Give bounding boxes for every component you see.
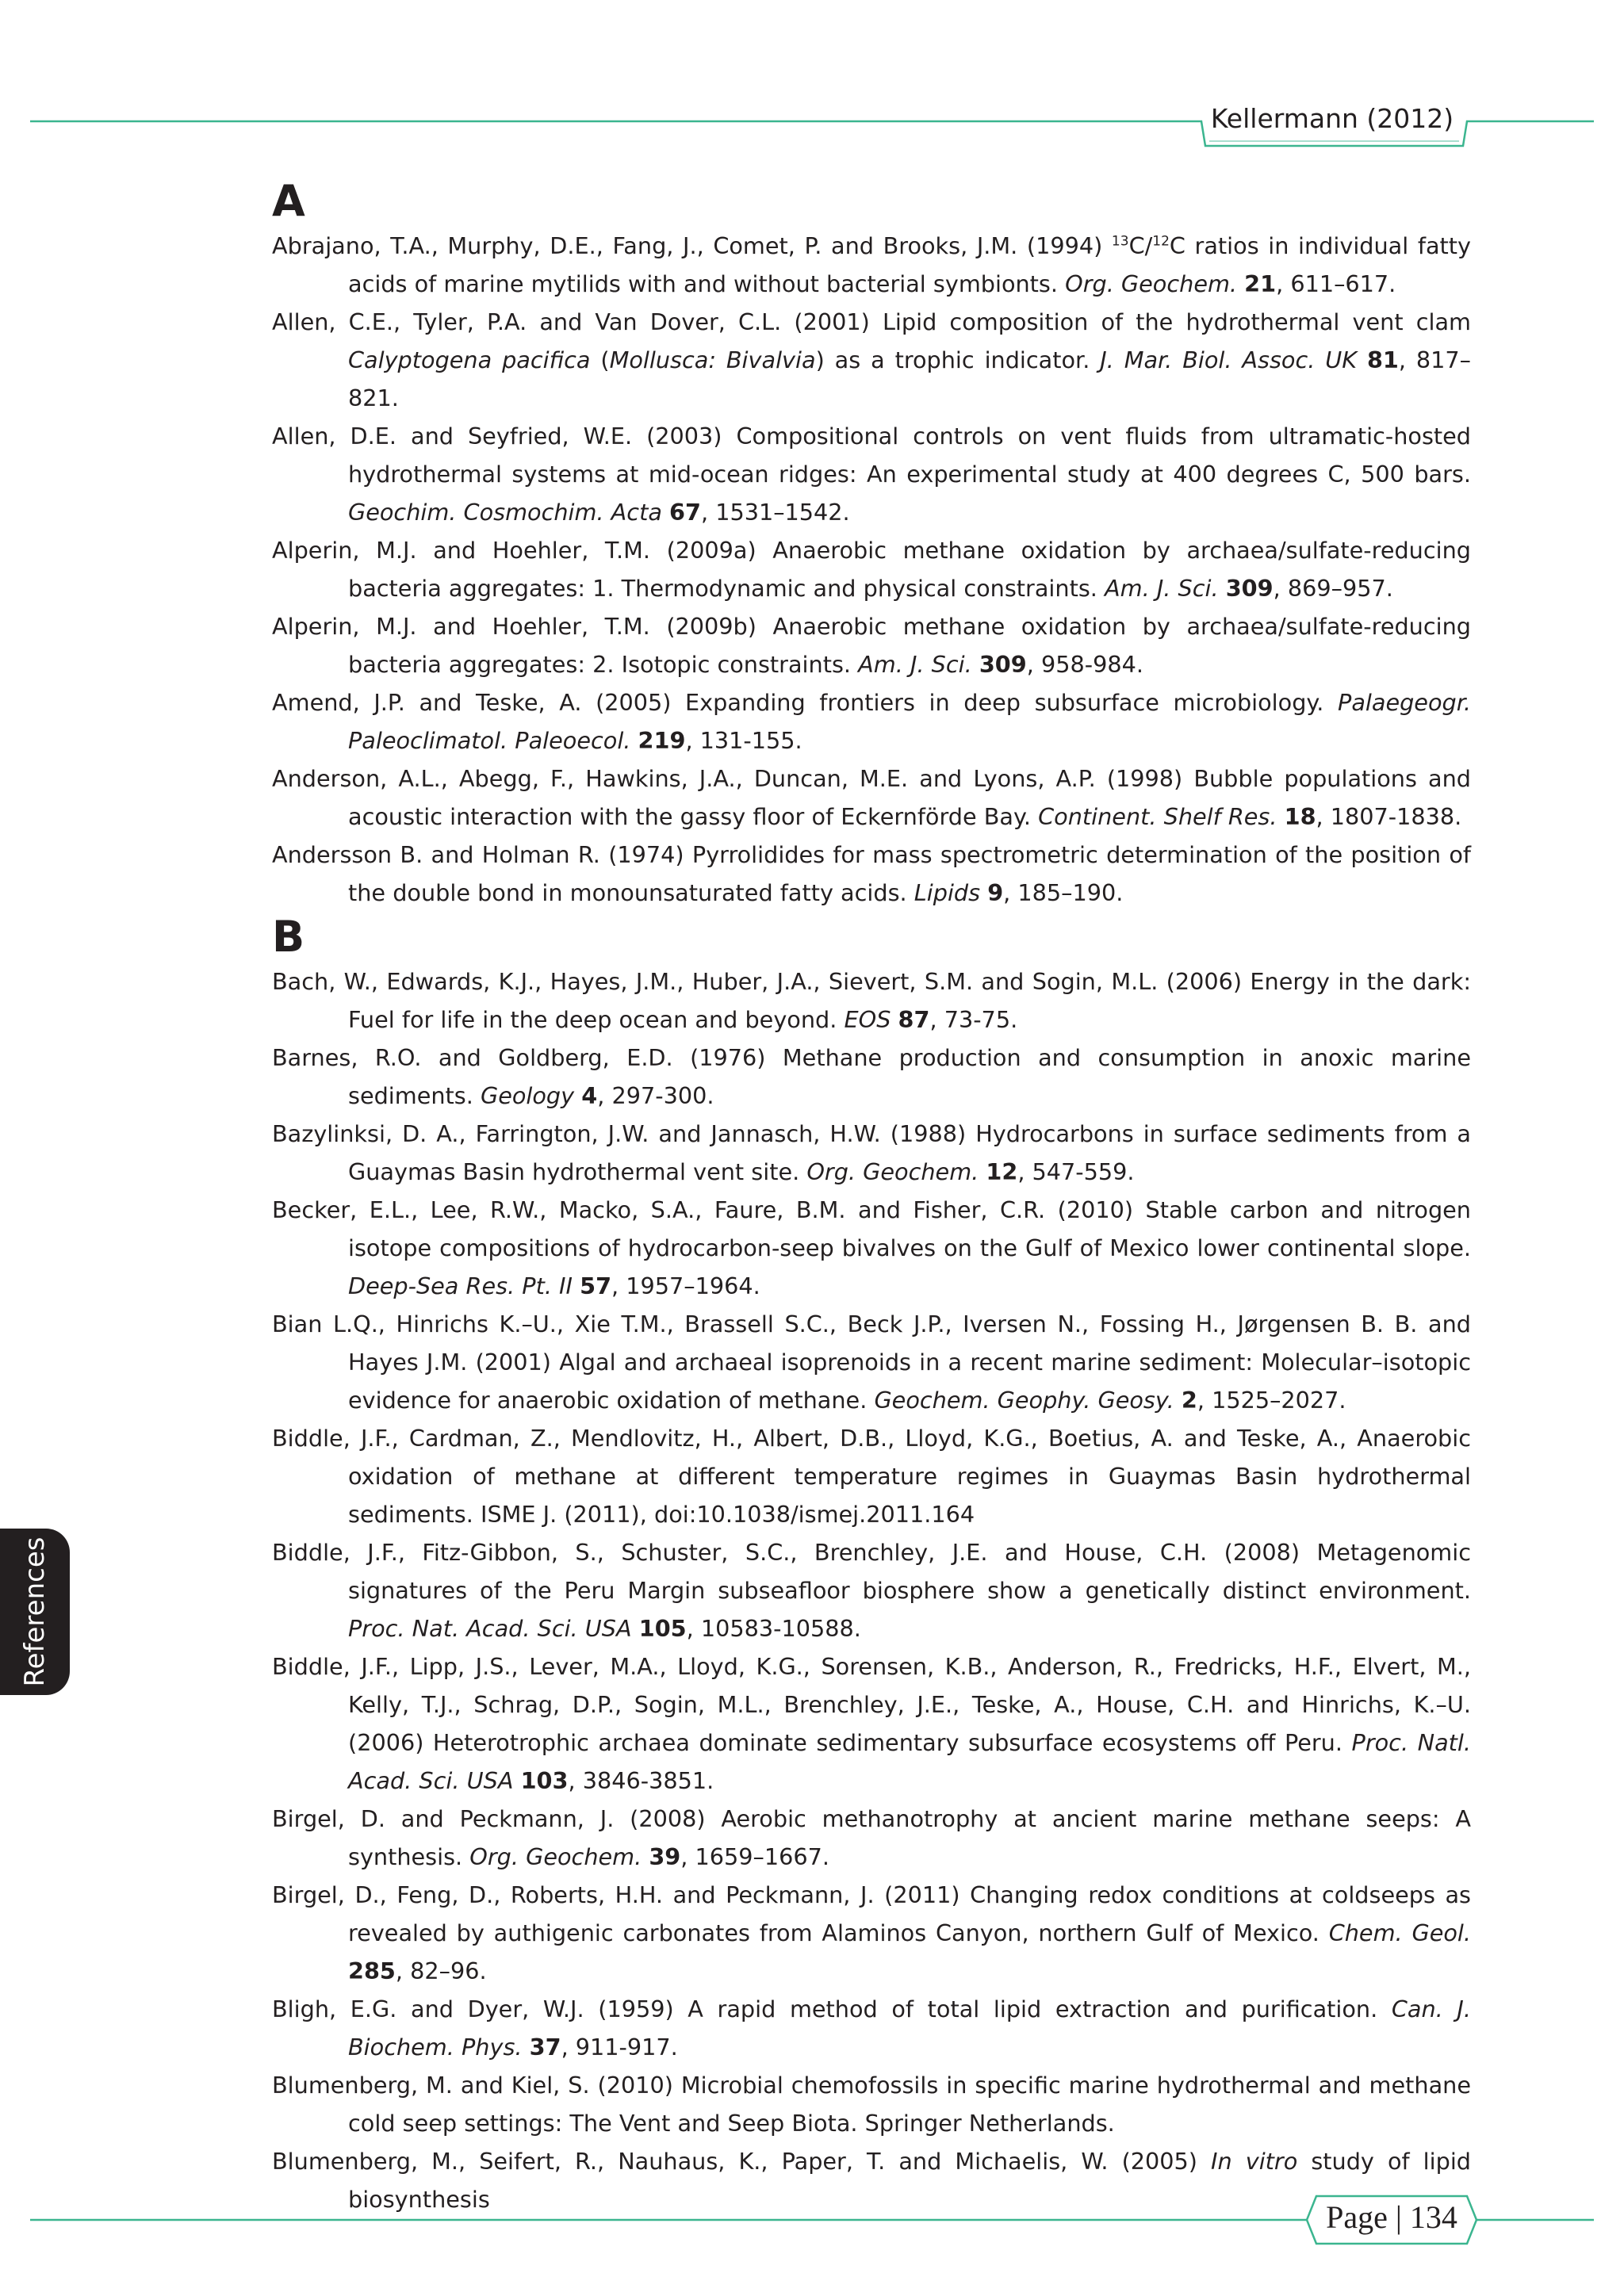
reference-entry bbox=[272, 1191, 1471, 1305]
reference-entry bbox=[272, 531, 1471, 607]
reference-text: , 911-917. bbox=[561, 2034, 678, 2061]
reference-text: study of lipid biosynthesis bbox=[348, 2148, 1472, 2213]
italic-text: Palaegeogr. Paleoclimatol. Paleoecol. bbox=[348, 689, 1471, 754]
reference-text: , 185–190. bbox=[1003, 879, 1124, 906]
reference-entry bbox=[272, 1990, 1471, 2066]
italic-text: Am. J. Sci. bbox=[858, 651, 972, 678]
italic-text: Calyptogena pacifica bbox=[348, 346, 591, 373]
reference-entry bbox=[272, 607, 1471, 683]
reference-text: , 611–617. bbox=[1276, 270, 1396, 297]
reference-entry bbox=[272, 962, 1471, 1039]
reference-text: Alperin, M.J. and Hoehler, T.M. (2009b) Anaerobic methane oxidation by archaea/sulfate-reducing bacteria aggregates: 2. Isotopic constraints. bbox=[272, 613, 1471, 678]
reference-text: , 131-155. bbox=[685, 727, 802, 754]
reference-text: Anderson, A.L., Abegg, F., Hawkins, J.A., Duncan, M.E. and Lyons, A.P. (1998) Bubble populations and acoustic interaction with the gassy floor of Eckernförde Bay. bbox=[272, 765, 1471, 830]
italic-text: Proc. Natl. Acad. Sci. USA bbox=[348, 1729, 1471, 1794]
italic-text: Deep-Sea Res. Pt. II bbox=[348, 1272, 573, 1299]
italic-text: Mollusca: Bivalvia bbox=[609, 346, 816, 373]
italic-text: Continent. Shelf Res. bbox=[1038, 803, 1277, 830]
reference-entry bbox=[272, 1419, 1471, 1533]
section-letter-heading: B bbox=[272, 912, 305, 962]
reference-text bbox=[513, 1767, 520, 1794]
italic-text: J. Mar. Biol. Assoc. UK bbox=[1100, 346, 1358, 373]
reference-text: , 82–96. bbox=[395, 1957, 487, 1984]
reference-text: Blumenberg, M., Seifert, R., Nauhaus, K., Paper, T. and Michaelis, W. (2005) bbox=[272, 2148, 1212, 2175]
volume-number: 39 bbox=[649, 1843, 681, 1870]
italic-text: Lipids bbox=[914, 879, 981, 906]
italic-text: Org. Geochem. bbox=[806, 1158, 979, 1185]
reference-text bbox=[980, 879, 987, 906]
reference-entry bbox=[272, 1800, 1471, 1876]
reference-text: C/ bbox=[1128, 232, 1153, 259]
reference-text bbox=[1237, 270, 1244, 297]
volume-number: 309 bbox=[1225, 575, 1274, 602]
italic-text: Geochim. Cosmochim. Acta bbox=[348, 499, 662, 526]
reference-text: Biddle, J.F., Fitz-Gibbon, S., Schuster, S.C., Brenchley, J.E. and House, C.H. (2008) Metagenomic signatures of the Peru Margin subseafloor biosphere show a genetically distinct environment. bbox=[272, 1539, 1471, 1604]
reference-entry bbox=[272, 683, 1471, 760]
volume-number: 105 bbox=[638, 1615, 687, 1642]
reference-text bbox=[632, 1615, 639, 1642]
volume-number: 81 bbox=[1366, 346, 1399, 373]
reference-text: , 3846-3851. bbox=[568, 1767, 714, 1794]
reference-entry bbox=[272, 1533, 1471, 1647]
reference-text: Andersson B. and Holman R. (1974) Pyrrolidides for mass spectrometric determination of the position of the double bond in monounsaturated fatty acids. bbox=[272, 841, 1471, 906]
reference-entry bbox=[272, 227, 1471, 303]
reference-text: Allen, D.E. and Seyfried, W.E. (2003) Compositional controls on vent fluids from ultramatic-hosted hydrothermal systems at mid-ocean ridges: An experimental study at 400 degrees C, 500 bars. bbox=[272, 423, 1471, 488]
side-tab bbox=[0, 1529, 70, 1695]
italic-text: Chem. Geol. bbox=[1328, 1919, 1471, 1946]
italic-text: Org. Geochem. bbox=[1065, 270, 1238, 297]
reference-entry bbox=[272, 836, 1471, 912]
reference-text: Abrajano, T.A., Murphy, D.E., Fang, J., Comet, P. and Brooks, J.M. (1994) bbox=[272, 232, 1112, 259]
reference-text: Barnes, R.O. and Goldberg, E.D. (1976) Methane production and consumption in anoxic marine sediments. bbox=[272, 1044, 1471, 1109]
reference-text: Birgel, D. and Peckmann, J. (2008) Aerobic methanotrophy at ancient marine methane seeps: A synthesis. bbox=[272, 1805, 1471, 1870]
reference-text: Bazylinksi, D. A., Farrington, J.W. and Jannasch, H.W. (1988) Hydrocarbons in surface sediments from a Guaymas Basin hydrothermal vent site. bbox=[272, 1120, 1471, 1185]
section-letter-heading: A bbox=[272, 176, 305, 226]
reference-text bbox=[574, 1082, 581, 1109]
italic-text: Org. Geochem. bbox=[469, 1843, 642, 1870]
reference-text: Becker, E.L., Lee, R.W., Macko, S.A., Faure, B.M. and Fisher, C.R. (2010) Stable carbon and nitrogen isotope compositions of hydrocarbon-seep bivalves on the Gulf of Mexico lower continental slope. bbox=[272, 1196, 1471, 1261]
volume-number: 9 bbox=[987, 879, 1004, 906]
volume-number: 4 bbox=[581, 1082, 598, 1109]
reference-text: Allen, C.E., Tyler, P.A. and Van Dover, C.L. (2001) Lipid composition of the hydrothermal vent clam bbox=[272, 308, 1471, 335]
superscript: 12 bbox=[1152, 233, 1170, 250]
running-header: Kellermann (2012) bbox=[1210, 103, 1454, 134]
reference-entry bbox=[272, 1647, 1471, 1800]
reference-text: , 869–957. bbox=[1273, 575, 1393, 602]
reference-text bbox=[573, 1272, 580, 1299]
reference-text: , 547-559. bbox=[1017, 1158, 1135, 1185]
reference-text: ) as a trophic indicator. bbox=[815, 346, 1101, 373]
italic-text: Am. J. Sci. bbox=[1105, 575, 1219, 602]
volume-number: 309 bbox=[979, 651, 1027, 678]
volume-number: 2 bbox=[1181, 1387, 1197, 1414]
reference-text: Blumenberg, M. and Kiel, S. (2010) Microbial chemofossils in specific marine hydrothermal and methane cold seep settings: The Vent and Seep Biota. Springer Netherlands. bbox=[272, 2072, 1471, 2137]
reference-text: Birgel, D., Feng, D., Roberts, H.H. and Peckmann, J. (2011) Changing redox conditions at coldseeps as revealed by authigenic carbonates from Alaminos Canyon, northern Gulf of Mexico. bbox=[272, 1881, 1471, 1946]
reference-entry bbox=[272, 2066, 1471, 2142]
volume-number: 12 bbox=[986, 1158, 1018, 1185]
italic-text: EOS bbox=[844, 1006, 891, 1033]
page-number: Page | 134 bbox=[1326, 2199, 1457, 2235]
reference-text bbox=[972, 651, 979, 678]
reference-entry bbox=[272, 1876, 1471, 1990]
volume-number: 219 bbox=[638, 727, 686, 754]
reference-entry bbox=[272, 760, 1471, 836]
reference-text: , 297-300. bbox=[597, 1082, 714, 1109]
reference-entry bbox=[272, 417, 1471, 531]
volume-number: 37 bbox=[529, 2034, 561, 2061]
reference-text: Bian L.Q., Hinrichs K.–U., Xie T.M., Brassell S.C., Beck J.P., Iversen N., Fossing H., Jørgensen B. B. and Hayes J.M. (2001) Algal and archaeal isoprenoids in a recent marine sediment: Molecular–isotopic evidence for anaerobic oxidation of methane. bbox=[272, 1311, 1471, 1414]
header-rule bbox=[0, 0, 1624, 159]
reference-entry bbox=[272, 303, 1471, 417]
volume-number: 18 bbox=[1284, 803, 1316, 830]
reference-text: C ratios in individual fatty acids of marine mytilids with and without bacterial symbionts. bbox=[348, 232, 1471, 297]
reference-text: ( bbox=[590, 346, 610, 373]
reference-text: Bach, W., Edwards, K.J., Hayes, J.M., Huber, J.A., Sievert, S.M. and Sogin, M.L. (2006) Energy in the dark: Fuel for life in the deep ocean and beyond. bbox=[272, 968, 1471, 1033]
volume-number: 87 bbox=[898, 1006, 930, 1033]
italic-text: Can. J. Biochem. Phys. bbox=[348, 1996, 1471, 2061]
reference-text: Bligh, E.G. and Dyer, W.J. (1959) A rapid method of total lipid extraction and purification. bbox=[272, 1996, 1392, 2022]
volume-number: 285 bbox=[348, 1957, 396, 1984]
reference-text: , 817–821. bbox=[348, 346, 1471, 411]
reference-text: Biddle, J.F., Cardman, Z., Mendlovitz, H., Albert, D.B., Lloyd, K.G., Boetius, A. and Teske, A., Anaerobic oxidation of methane at different temperature regimes in Guaymas Basin hydrothermal sediments. ISME J. (2011), doi:10.1038/ismej.2011.164 bbox=[272, 1425, 1471, 1528]
reference-text: , 1957–1964. bbox=[611, 1272, 760, 1299]
reference-text: Biddle, J.F., Lipp, J.S., Lever, M.A., Lloyd, K.G., Sorensen, K.B., Anderson, R., Fredricks, H.F., Elvert, M., Kelly, T.J., Schrag, D.P., Sogin, M.L., Brenchley, J.E., Teske, A., House, C.H. and Hinrichs, K.–U. (2006) Heterotrophic archaea dominate sedimentary subsurface ecosystems off Peru. bbox=[272, 1653, 1471, 1756]
volume-number: 67 bbox=[669, 499, 701, 526]
reference-text: , 1807-1838. bbox=[1316, 803, 1462, 830]
reference-text: , 1659–1667. bbox=[680, 1843, 829, 1870]
reference-text bbox=[642, 1843, 649, 1870]
references-list bbox=[272, 176, 1471, 2218]
reference-text bbox=[891, 1006, 898, 1033]
italic-text: Geochem. Geophy. Geosy. bbox=[874, 1387, 1174, 1414]
volume-number: 103 bbox=[520, 1767, 569, 1794]
reference-text: , 1531–1542. bbox=[700, 499, 850, 526]
reference-text: Alperin, M.J. and Hoehler, T.M. (2009a) Anaerobic methane oxidation by archaea/sulfate-reducing bacteria aggregates: 1. Thermodynamic and physical constraints. bbox=[272, 537, 1471, 602]
italic-text: In vitro bbox=[1211, 2148, 1298, 2175]
reference-entry bbox=[272, 1039, 1471, 1115]
reference-text bbox=[662, 499, 669, 526]
reference-text: , 1525–2027. bbox=[1197, 1387, 1346, 1414]
volume-number: 21 bbox=[1244, 270, 1277, 297]
reference-text: , 73-75. bbox=[929, 1006, 1018, 1033]
reference-text bbox=[523, 2034, 530, 2061]
reference-text bbox=[1277, 803, 1285, 830]
reference-text bbox=[1357, 346, 1367, 373]
reference-text: , 10583-10588. bbox=[686, 1615, 861, 1642]
reference-text bbox=[1219, 575, 1226, 602]
side-tab-label: References bbox=[19, 1536, 51, 1687]
reference-entry bbox=[272, 1305, 1471, 1419]
reference-text: Amend, J.P. and Teske, A. (2005) Expanding frontiers in deep subsurface microbiology. bbox=[272, 689, 1339, 716]
italic-text: Proc. Nat. Acad. Sci. USA bbox=[348, 1615, 632, 1642]
reference-entry bbox=[272, 1115, 1471, 1191]
superscript: 13 bbox=[1111, 233, 1129, 250]
reference-text bbox=[1174, 1387, 1182, 1414]
reference-text: , 958-984. bbox=[1026, 651, 1143, 678]
volume-number: 57 bbox=[580, 1272, 612, 1299]
reference-text bbox=[630, 727, 638, 754]
italic-text: Geology bbox=[480, 1082, 575, 1109]
